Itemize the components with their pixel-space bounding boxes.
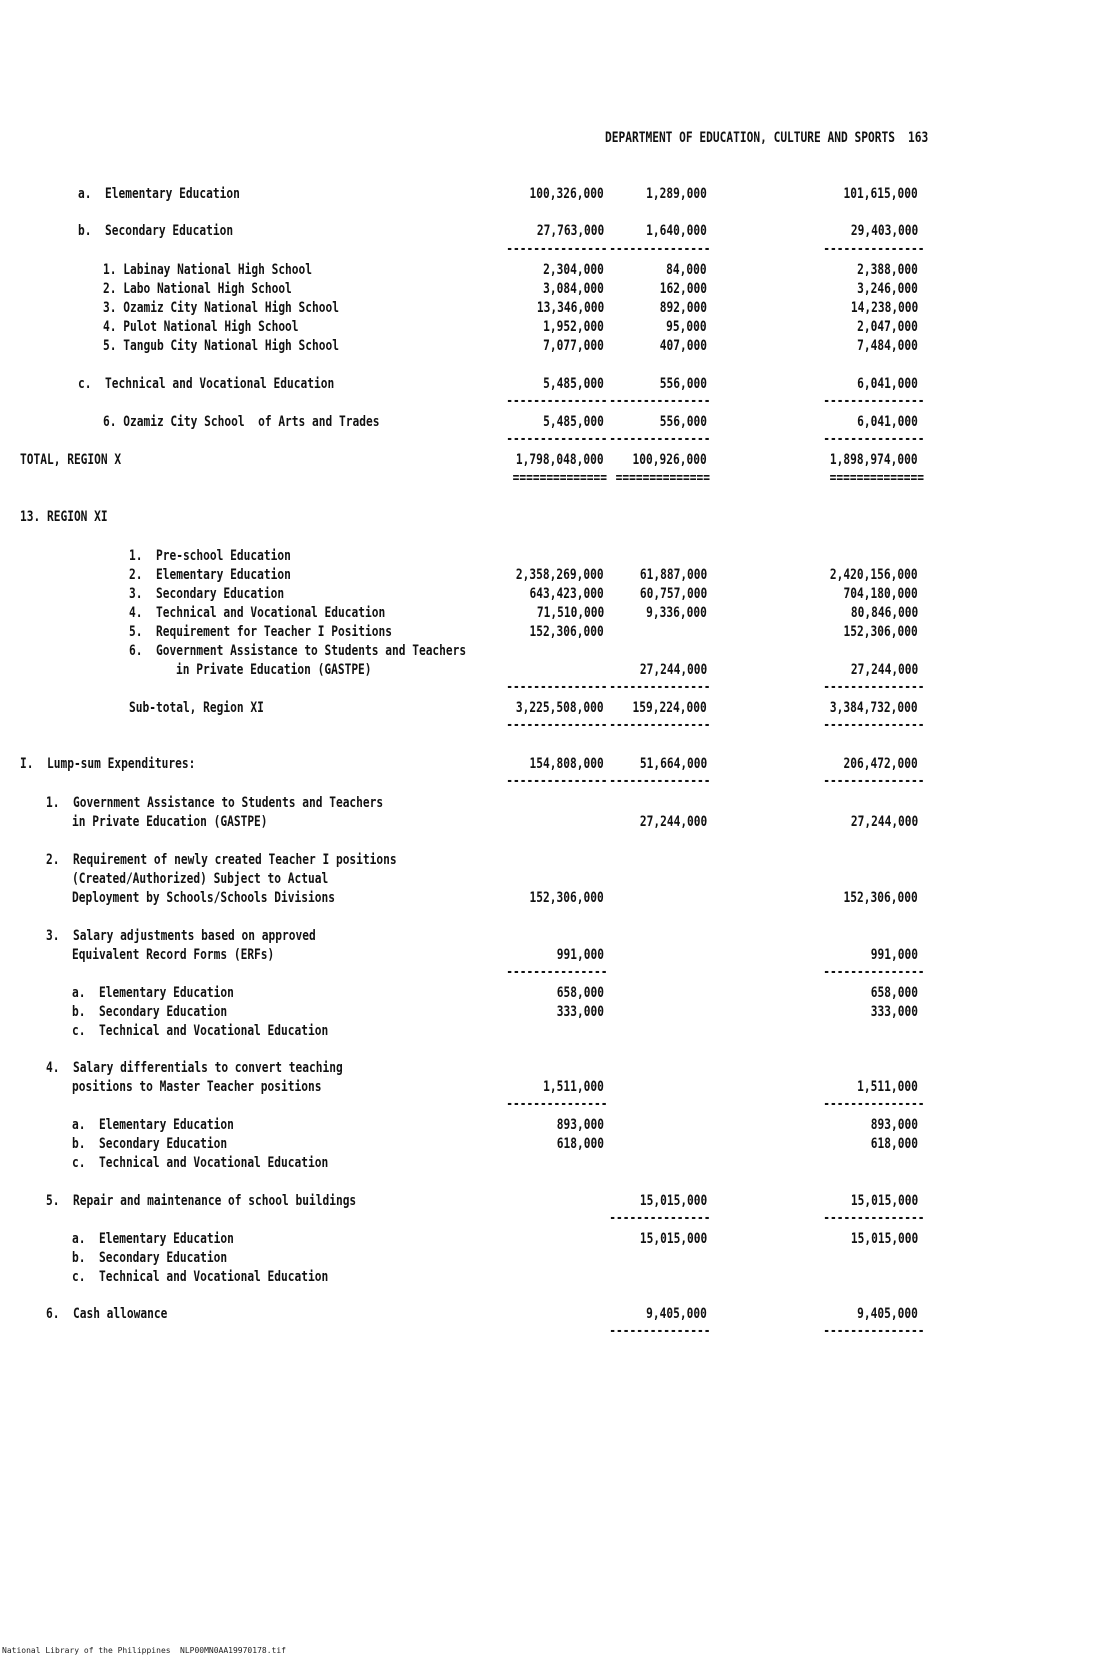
col2-value: 892,000 — [659, 300, 707, 316]
rule: --------------- — [608, 679, 710, 695]
col1-value: 5,485,000 — [543, 376, 604, 392]
row-label: 2. Labo National High School — [103, 281, 292, 297]
row-label: c. Technical and Vocational Education — [72, 1269, 329, 1285]
col1-value: 2,358,269,000 — [516, 567, 604, 583]
row-label: in Private Education (GASTPE) — [72, 814, 268, 830]
col2-value: 1,289,000 — [646, 186, 707, 202]
row-label: c. Technical and Vocational Education — [72, 1155, 329, 1171]
col1-value: 2,304,000 — [543, 262, 604, 278]
col2-value: 27,244,000 — [639, 662, 707, 678]
col1-value: 152,306,000 — [529, 624, 604, 640]
running-header: DEPARTMENT OF EDUCATION, CULTURE AND SPORTS — [605, 130, 895, 146]
section-title: 13. REGION XI — [20, 509, 108, 525]
col2-value: 407,000 — [659, 338, 707, 354]
col1-value: 991,000 — [556, 947, 604, 963]
col2-value: 556,000 — [659, 414, 707, 430]
row-label: c. Technical and Vocational Education — [78, 376, 335, 392]
col2-value: 1,640,000 — [646, 223, 707, 239]
double-rule: ============== — [615, 470, 710, 486]
col2-value: 162,000 — [659, 281, 707, 297]
rule: --------------- — [822, 964, 924, 980]
row-label: a. Elementary Education — [72, 1117, 234, 1133]
col3-value: 14,238,000 — [850, 300, 918, 316]
row-label: 6. Cash allowance — [46, 1306, 168, 1322]
col1-value: 5,485,000 — [543, 414, 604, 430]
col3-value: 893,000 — [870, 1117, 918, 1133]
rule: --------------- — [822, 431, 924, 447]
col2-value: 556,000 — [659, 376, 707, 392]
col3-value: 9,405,000 — [857, 1306, 918, 1322]
rule: --------------- — [505, 1096, 607, 1112]
row-label: 6. Ozamiz City School of Arts and Trades — [103, 414, 380, 430]
double-rule: ============== — [512, 470, 607, 486]
col2-value: 51,664,000 — [639, 756, 707, 772]
rule: --------------- — [505, 679, 607, 695]
col2-value: 95,000 — [666, 319, 707, 335]
rule: --------------- — [822, 1323, 924, 1339]
row-label: b. Secondary Education — [72, 1136, 228, 1152]
col3-value: 152,306,000 — [843, 890, 918, 906]
col3-value: 27,244,000 — [850, 662, 918, 678]
col3-value: 15,015,000 — [850, 1231, 918, 1247]
col1-value: 7,077,000 — [543, 338, 604, 354]
rule: --------------- — [608, 1210, 710, 1226]
col3-value: 2,420,156,000 — [830, 567, 918, 583]
row-label: 6. Government Assistance to Students and Teachers — [129, 643, 467, 659]
row-label: 2. Requirement of newly created Teacher I positions — [46, 852, 397, 868]
col3-value: 991,000 — [870, 947, 918, 963]
col3-value: 704,180,000 — [843, 586, 918, 602]
col3-value: 1,898,974,000 — [830, 452, 918, 468]
double-rule: ============== — [829, 470, 924, 486]
row-label: a. Elementary Education — [72, 985, 234, 1001]
col1-value: 1,798,048,000 — [516, 452, 604, 468]
col2-value: 9,405,000 — [646, 1306, 707, 1322]
rule: --------------- — [505, 773, 607, 789]
row-label: 1. Government Assistance to Students and Teachers — [46, 795, 384, 811]
row-label: (Created/Authorized) Subject to Actual — [72, 871, 329, 887]
col1-value: 100,326,000 — [529, 186, 604, 202]
rule: --------------- — [822, 1096, 924, 1112]
col3-value: 27,244,000 — [850, 814, 918, 830]
col3-value: 618,000 — [870, 1136, 918, 1152]
row-label: 3. Secondary Education — [129, 586, 285, 602]
row-label: 5. Tangub City National High School — [103, 338, 340, 354]
col1-value: 27,763,000 — [536, 223, 604, 239]
subtotal-label: Sub-total, Region XI — [129, 700, 264, 716]
row-label: 3. Ozamiz City National High School — [103, 300, 340, 316]
row-label: 3. Salary adjustments based on approved — [46, 928, 316, 944]
rule: --------------- — [608, 241, 710, 257]
col1-value: 658,000 — [556, 985, 604, 1001]
rule: --------------- — [505, 964, 607, 980]
col1-value: 13,346,000 — [536, 300, 604, 316]
row-label: Equivalent Record Forms (ERFs) — [72, 947, 275, 963]
rule: --------------- — [822, 773, 924, 789]
col2-value: 60,757,000 — [639, 586, 707, 602]
col1-value: 643,423,000 — [529, 586, 604, 602]
footer-file: NLP00MN0AA19970178.tif — [180, 1646, 286, 1655]
row-label: c. Technical and Vocational Education — [72, 1023, 329, 1039]
row-label: b. Secondary Education — [72, 1250, 228, 1266]
section-title: I. Lump-sum Expenditures: — [20, 756, 196, 772]
col3-value: 2,047,000 — [857, 319, 918, 335]
row-label: positions to Master Teacher positions — [72, 1079, 322, 1095]
rule: --------------- — [822, 717, 924, 733]
total-label: TOTAL, REGION X — [20, 452, 122, 468]
col1-value: 3,084,000 — [543, 281, 604, 297]
col3-value: 3,384,732,000 — [830, 700, 918, 716]
row-label: Deployment by Schools/Schools Divisions — [72, 890, 335, 906]
col3-value: 206,472,000 — [843, 756, 918, 772]
rule: --------------- — [505, 717, 607, 733]
col2-value: 15,015,000 — [639, 1231, 707, 1247]
row-label: a. Elementary Education — [78, 186, 240, 202]
rule: --------------- — [608, 393, 710, 409]
rule: --------------- — [505, 431, 607, 447]
rule: --------------- — [822, 679, 924, 695]
col3-value: 152,306,000 — [843, 624, 918, 640]
col1-value: 154,808,000 — [529, 756, 604, 772]
col3-value: 80,846,000 — [850, 605, 918, 621]
col2-value: 9,336,000 — [646, 605, 707, 621]
col1-value: 3,225,508,000 — [516, 700, 604, 716]
rule: --------------- — [608, 717, 710, 733]
row-label: a. Elementary Education — [72, 1231, 234, 1247]
rule: --------------- — [505, 241, 607, 257]
col3-value: 7,484,000 — [857, 338, 918, 354]
col1-value: 71,510,000 — [536, 605, 604, 621]
row-label: 4. Pulot National High School — [103, 319, 299, 335]
col2-value: 84,000 — [666, 262, 707, 278]
col1-value: 1,952,000 — [543, 319, 604, 335]
col3-value: 658,000 — [870, 985, 918, 1001]
rule: --------------- — [822, 1210, 924, 1226]
col3-value: 6,041,000 — [857, 376, 918, 392]
rule: --------------- — [608, 431, 710, 447]
row-label: 4. Technical and Vocational Education — [129, 605, 386, 621]
col1-value: 333,000 — [556, 1004, 604, 1020]
col3-value: 2,388,000 — [857, 262, 918, 278]
col3-value: 101,615,000 — [843, 186, 918, 202]
footer-library: National Library of the Philippines — [2, 1646, 171, 1655]
col2-value: 100,926,000 — [632, 452, 707, 468]
col3-value: 29,403,000 — [850, 223, 918, 239]
row-label: 2. Elementary Education — [129, 567, 291, 583]
row-label: 5. Repair and maintenance of school buildings — [46, 1193, 357, 1209]
rule: --------------- — [608, 773, 710, 789]
row-label: 4. Salary differentials to convert teaching — [46, 1060, 343, 1076]
rule: --------------- — [608, 1323, 710, 1339]
row-label: b. Secondary Education — [78, 223, 234, 239]
col1-value: 893,000 — [556, 1117, 604, 1133]
col1-value: 152,306,000 — [529, 890, 604, 906]
col2-value: 27,244,000 — [639, 814, 707, 830]
rule: --------------- — [822, 241, 924, 257]
col3-value: 333,000 — [870, 1004, 918, 1020]
row-label: 5. Requirement for Teacher I Positions — [129, 624, 392, 640]
row-label: 1. Labinay National High School — [103, 262, 313, 278]
col3-value: 3,246,000 — [857, 281, 918, 297]
col2-value: 15,015,000 — [639, 1193, 707, 1209]
col2-value: 61,887,000 — [639, 567, 707, 583]
rule: --------------- — [505, 393, 607, 409]
row-label: in Private Education (GASTPE) — [176, 662, 372, 678]
row-label: b. Secondary Education — [72, 1004, 228, 1020]
col3-value: 15,015,000 — [850, 1193, 918, 1209]
col3-value: 1,511,000 — [857, 1079, 918, 1095]
col3-value: 6,041,000 — [857, 414, 918, 430]
page-number: 163 — [908, 130, 929, 146]
row-label: 1. Pre-school Education — [129, 548, 291, 564]
col1-value: 1,511,000 — [543, 1079, 604, 1095]
col1-value: 618,000 — [556, 1136, 604, 1152]
rule: --------------- — [822, 393, 924, 409]
col2-value: 159,224,000 — [632, 700, 707, 716]
